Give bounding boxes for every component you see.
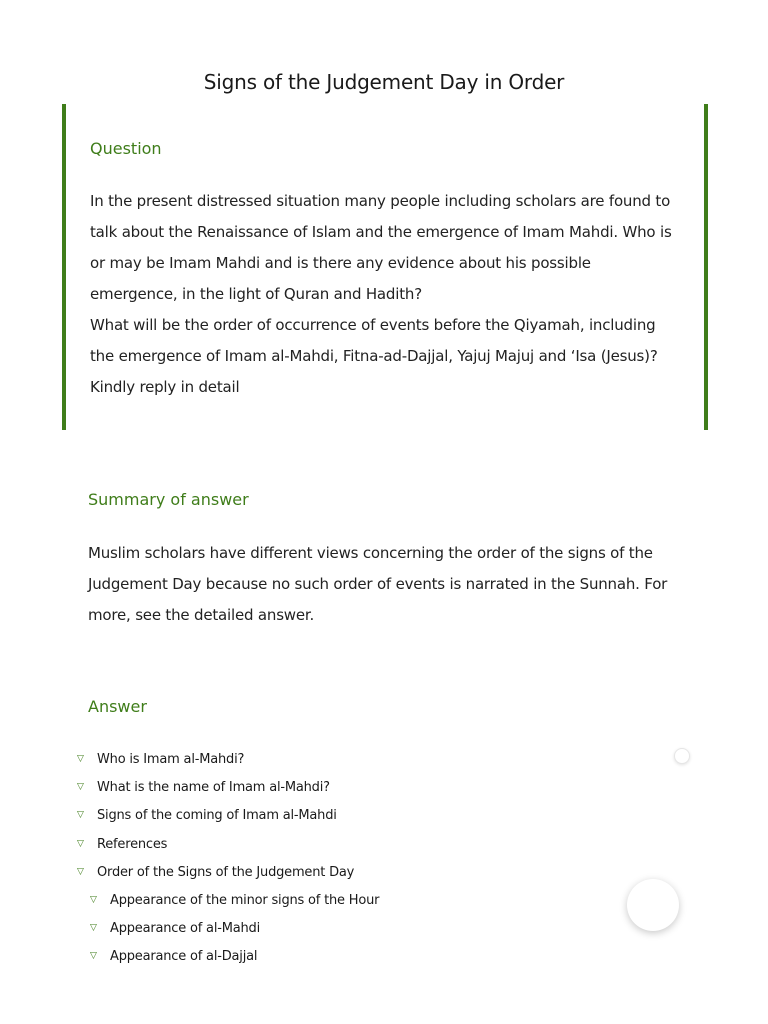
chevron-down-icon[interactable]: ▽ <box>77 838 84 849</box>
summary-heading: Summary of answer <box>88 490 249 509</box>
toggle-dot-button[interactable] <box>674 748 690 764</box>
toc-subitem[interactable] <box>0 943 768 971</box>
chevron-down-icon[interactable]: ▽ <box>90 894 97 905</box>
question-paragraph: What will be the order of occurrence of events before the Qiyamah, including the emergence of Imam al-Mahdi, Fitna-ad-Dajjal, Yajuj Majuj and ‘Isa (Jesus)? Kindly reply in detail <box>90 316 658 396</box>
chevron-down-icon[interactable]: ▽ <box>77 782 84 793</box>
question-body <box>90 186 680 403</box>
floating-action-button[interactable] <box>627 879 679 931</box>
toc-item[interactable] <box>0 746 768 774</box>
toc-item-label[interactable]: Appearance of al-Dajjal <box>110 949 258 965</box>
chevron-down-icon[interactable]: ▽ <box>77 754 84 764</box>
toc-item[interactable] <box>0 774 768 802</box>
chevron-down-icon[interactable]: ▽ <box>77 866 84 877</box>
table-of-contents <box>0 746 768 972</box>
toc-item-label[interactable]: Appearance of the minor signs of the Hour <box>110 892 380 908</box>
toc-item-label[interactable]: Who is Imam al-Mahdi? <box>97 752 245 767</box>
toc-item-label[interactable]: Appearance of al-Mahdi <box>110 921 261 937</box>
toc-item-label[interactable]: Order of the Signs of the Judgement Day <box>97 864 355 880</box>
chevron-down-icon[interactable]: ▽ <box>90 923 97 934</box>
toc-item-label[interactable]: What is the name of Imam al-Mahdi? <box>97 780 330 796</box>
toc-item[interactable] <box>0 831 768 859</box>
chevron-down-icon[interactable]: ▽ <box>77 810 84 821</box>
question-heading: Question <box>90 139 162 158</box>
chevron-down-icon[interactable]: ▽ <box>90 951 97 962</box>
question-box <box>62 104 708 430</box>
page-title: Signs of the Judgement Day in Order <box>203 70 565 94</box>
answer-heading: Answer <box>88 697 147 716</box>
summary-text: Muslim scholars have different views concerning the order of the signs of the Judgement Day because no such order of events is narrated in the Sunnah. For more, see the detailed answer. <box>88 544 668 624</box>
toc-item-label[interactable]: References <box>97 836 168 852</box>
question-paragraph: In the present distressed situation many people including scholars are found to talk about the Renaissance of Islam and the emergence of Imam Mahdi. Who is or may be Imam Mahdi and is there any evidence about his possible emergence, in the light of Quran and Hadith? <box>90 192 672 303</box>
toc-item[interactable] <box>0 802 768 830</box>
toc-item-label[interactable]: Signs of the coming of Imam al-Mahdi <box>97 808 337 824</box>
